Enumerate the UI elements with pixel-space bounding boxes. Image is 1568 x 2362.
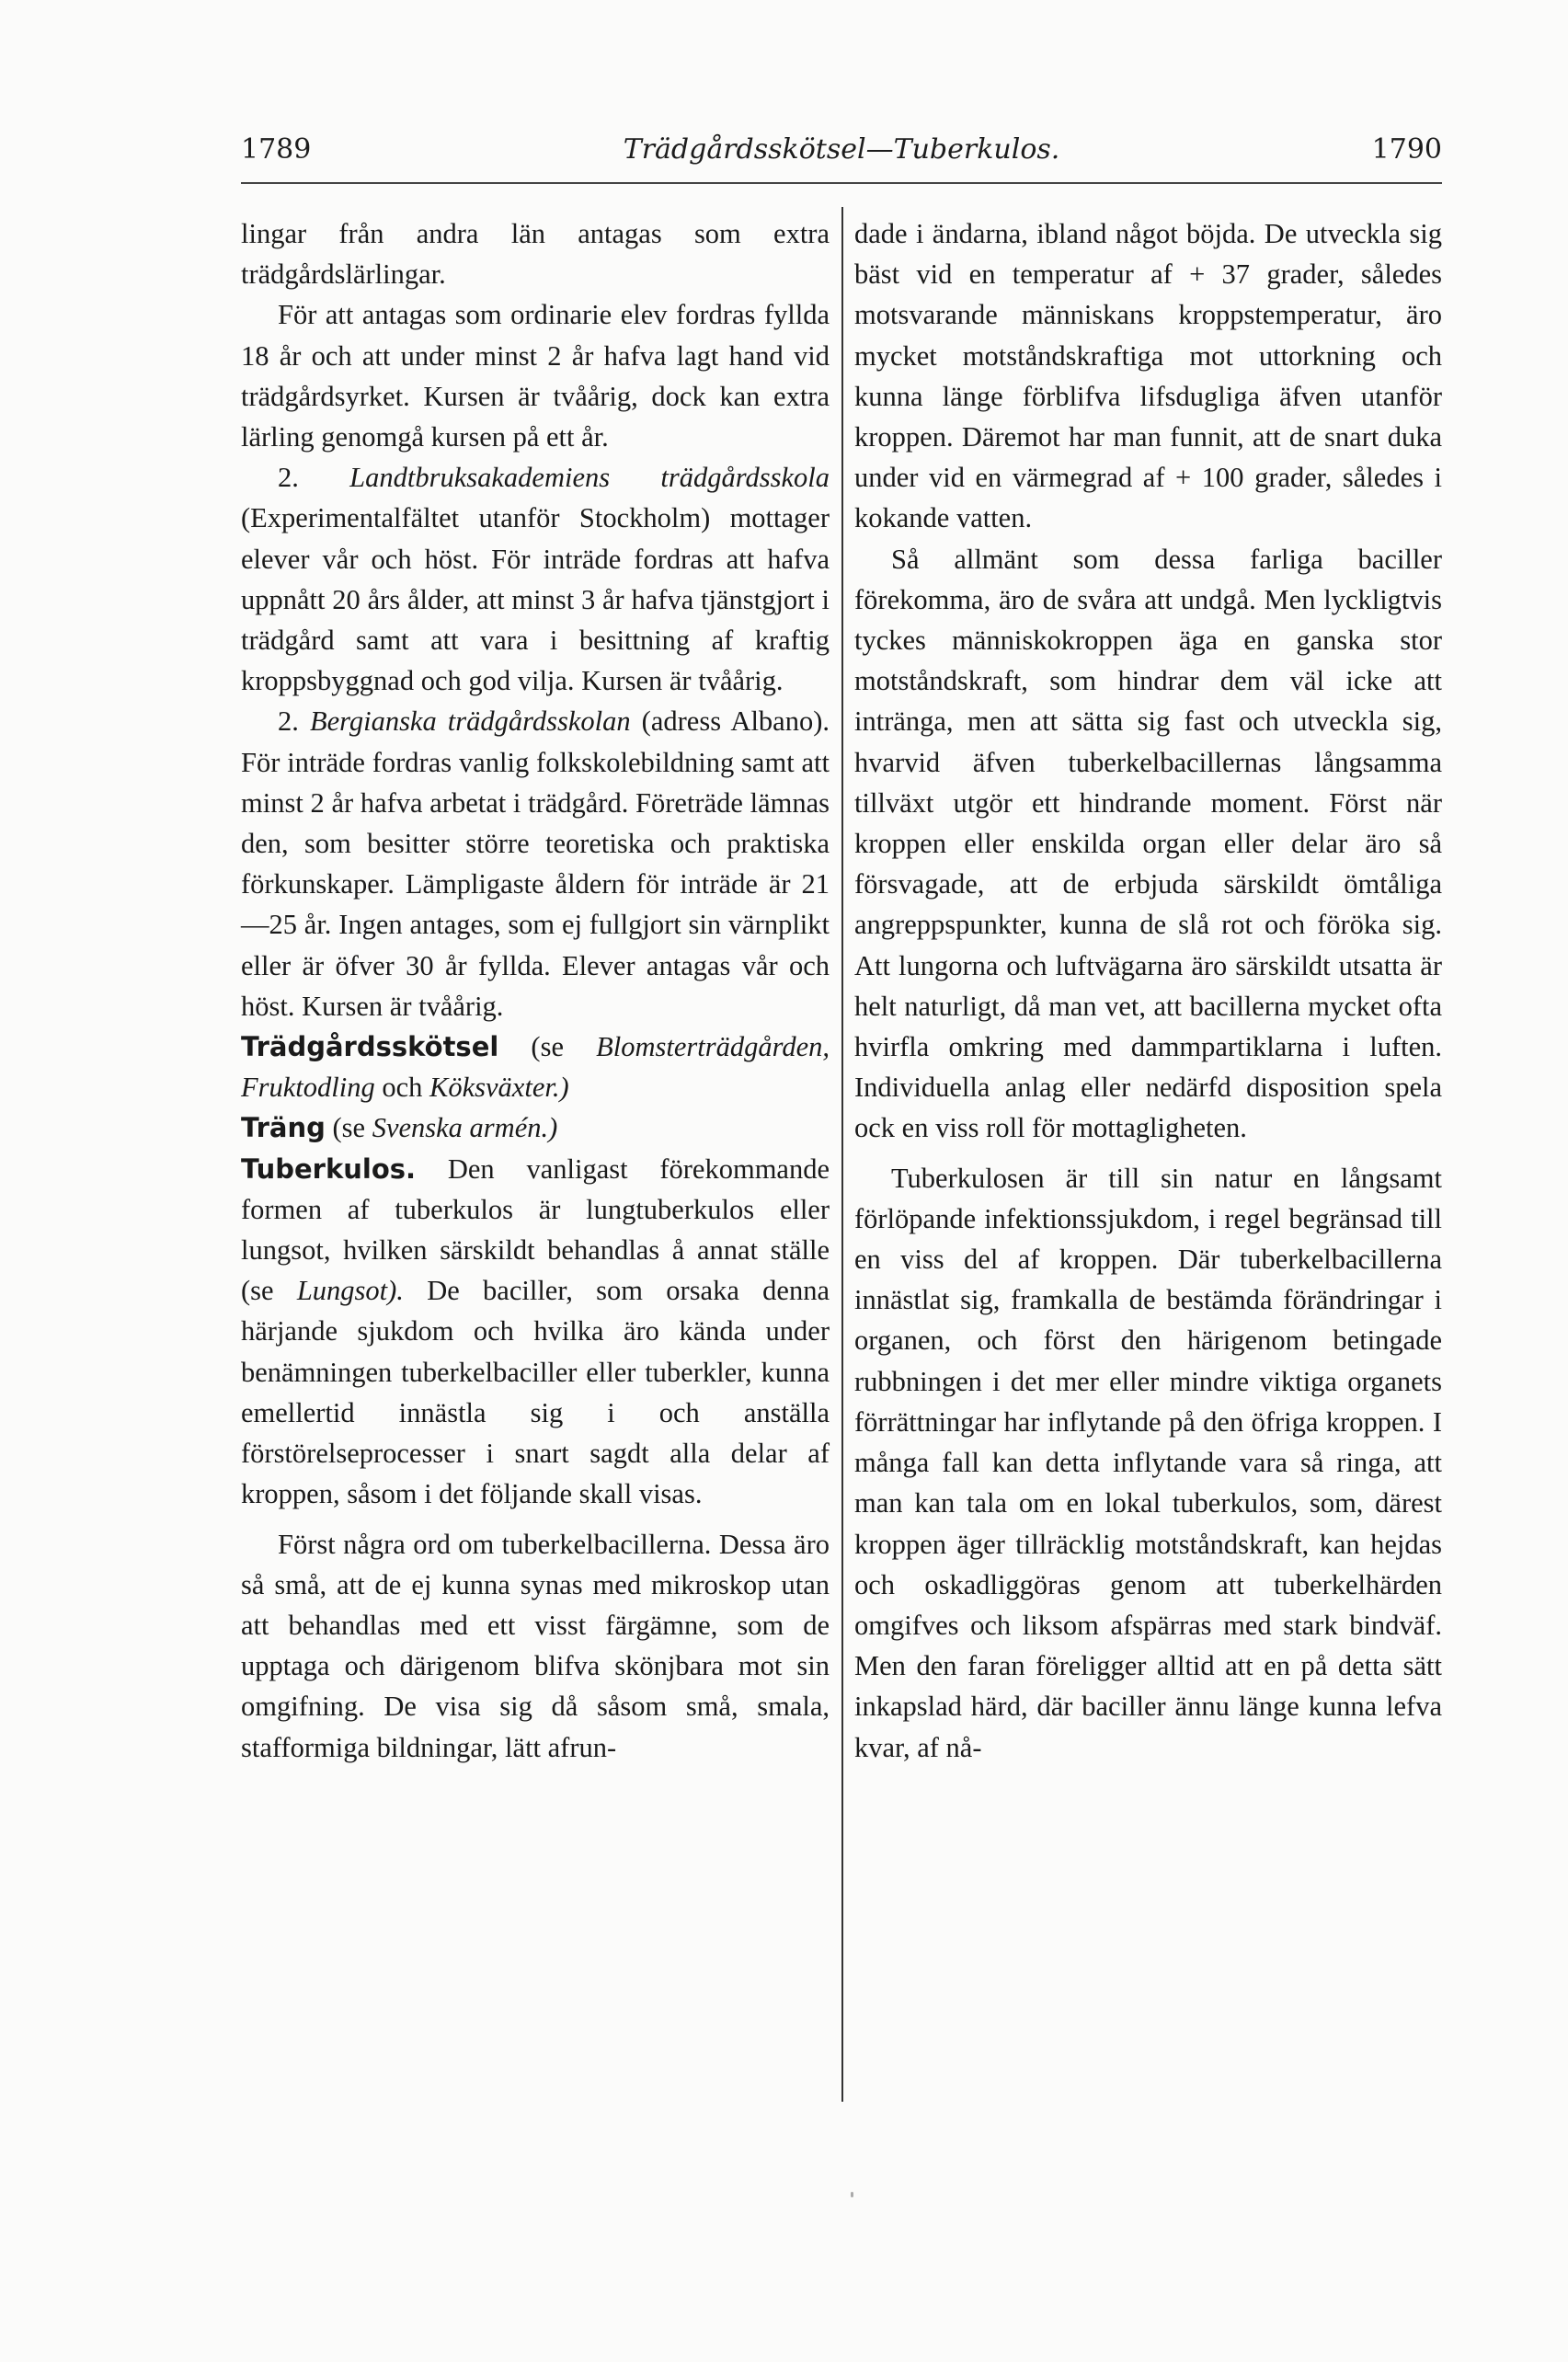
paragraph <box>241 701 830 1026</box>
paragraph: Först några ord om tuberkelbacillerna. Dessa äro så små, att de ej kunna synas med mikroskop utan att behandlas med ett visst färgämne, som de upptaga och därigenom blifva skönjbara mot sin omgifning. De visa sig då såsom små, smala, stafformiga bildningar, lätt afrun- <box>241 1528 830 1763</box>
page-number-right: 1790 <box>1371 133 1442 166</box>
column-divider <box>841 207 843 2102</box>
paragraph-text: (adress Albano). För inträde fordras vanlig folkskolebildning samt att minst 2 år hafva arbetat i trädgård. Företräde lämnas den, som besitter större teoretiska och praktiska förkunskaper. Lämpligaste åldern för inträde är 21—25 år. Ingen antages, som ej fullgjort sin värnplikt eller är öfver 30 år fyllda. Elever antagas vår och höst. Kursen är tvåårig. <box>241 705 830 1022</box>
entry-text: De baciller, som orsaka denna härjande sjukdom och hvilka äro kända under benämningen tuberkelbaciller eller tuberkler, kunna emellertid innästla sig i och anställa förstörelseprocesser i snart sagdt alla delar af kroppen, såsom i det följande skall visas. <box>241 1275 830 1510</box>
cross-reference: Lungsot). <box>296 1275 404 1307</box>
entry-text: Den vanligast förekommande formen af tuberkulos är lungtuberkulos eller lungsot, hvilken särskildt behandlas å annat ställe (se <box>241 1152 830 1307</box>
print-speck <box>851 2192 853 2197</box>
paragraph: lingar från andra län antagas som extra trädgårdslärlingar. <box>241 218 830 291</box>
paragraph: Tuberkulosen är till sin natur en långsamt förlöpande infektionssjukdom, i regel begränsad till en viss del af kroppen. Där tuberkelbacillerna innästlat sig, framkalla de bestämda förändringar i organen, och först den härigenom betingade rubbningen i det mer eller mindre viktiga organets förrättningar har inflytande på den öfriga kroppen. I många fall kan detta inflytande vara så ringa, att man kan tala om en lokal tuberkulos, som, därest kroppen äger tillräcklig motståndskraft, kan hejdas och oskadliggöras genom att tuberkelhärden omgifves och liksom afspärras med stark bindväf. Men den faran föreligger alltid att en på detta sätt inkapslad härd, där baciller ännu länge kunna lefva kvar, af nå- <box>854 1162 1442 1763</box>
cross-reference: Blomsterträdgården, Fruktodling <box>241 1031 830 1104</box>
list-number: 2. <box>278 705 299 738</box>
entry-tuberkulos <box>241 1149 830 1515</box>
entry-text: och <box>374 1072 430 1104</box>
left-column <box>241 213 830 1768</box>
page-header <box>241 133 1442 179</box>
page-number-left: 1789 <box>241 133 312 166</box>
school-name: Bergianska trädgårdsskolan <box>309 705 631 738</box>
list-number: 2. <box>278 462 299 494</box>
paragraph: dade i ändarna, ibland något böjda. De utveckla sig bäst vid en temperatur af + 37 grader, således motsvarande människans kroppstemperatur, äro mycket motståndskraftiga mot uttorkning och kunna länge förblifva lifsdugliga äfven utanför kroppen. Däremot har man funnit, att de snart duka under vid en värmegrad af + 100 grader, således i kokande vatten. <box>854 218 1442 534</box>
entry-text: (se <box>498 1031 597 1063</box>
school-name: Landtbruksakademiens trädgårdsskola <box>349 462 830 494</box>
header-rule <box>241 182 1442 184</box>
running-title: Trädgårdsskötsel—Tuberkulos. <box>623 133 1060 166</box>
paragraph-text: (Experimentalfältet utanför Stockholm) mottager elever vår och höst. För inträde fordras att hafva uppnått 20 års ålder, att minst 3 år hafva tjänstgjort i trädgård samt att vara i besittning af kraftig kroppsbyggnad och god vilja. Kursen är tvåårig. <box>241 502 830 697</box>
entry-term: Tuberkulos. <box>241 1152 417 1185</box>
entry-term: Träng <box>241 1112 326 1144</box>
cross-reference: Svenska armén.) <box>372 1112 558 1144</box>
entry-term: Trädgårdsskötsel <box>241 1031 499 1063</box>
paragraph: Så allmänt som dessa farliga baciller förekomma, äro de svåra att undgå. Men lyckligtvis tyckes människokroppen äga en ganska stor motståndskraft, som hindrar dem väl icke att intränga, men att sätta sig fast och utveckla sig, hvarvid äfven tuberkelbacillernas långsamma tillväxt utgör ett hindrande moment. Först när kroppen eller enskilda organ eller delar äro så försvagade, att de erbjuda särskildt ömtåliga angreppspunkter, kunna de slå rot och föröka sig. Att lungorna och luftvägarna äro särskildt utsatta är helt naturligt, då man vet, att bacillerna mycket ofta hvirfla omkring med dammpartiklarna i luften. Individuella anlag eller nedärfd disposition spela ock en viss roll för mottagligheten. <box>854 543 1442 1144</box>
cross-reference: Köksväxter.) <box>429 1072 569 1104</box>
right-column <box>854 213 1442 1768</box>
paragraph <box>241 457 830 701</box>
paragraph: För att antagas som ordinarie elev fordras fyllda 18 år och att under minst 2 år hafva lagt hand vid trädgårdsyrket. Kursen är tvåårig, dock kan extra lärling genomgå kursen på ett år. <box>241 299 830 453</box>
entry-text: (se <box>325 1112 372 1144</box>
entry-trang <box>241 1107 830 1148</box>
entry-tradgardsskotsel <box>241 1026 830 1107</box>
